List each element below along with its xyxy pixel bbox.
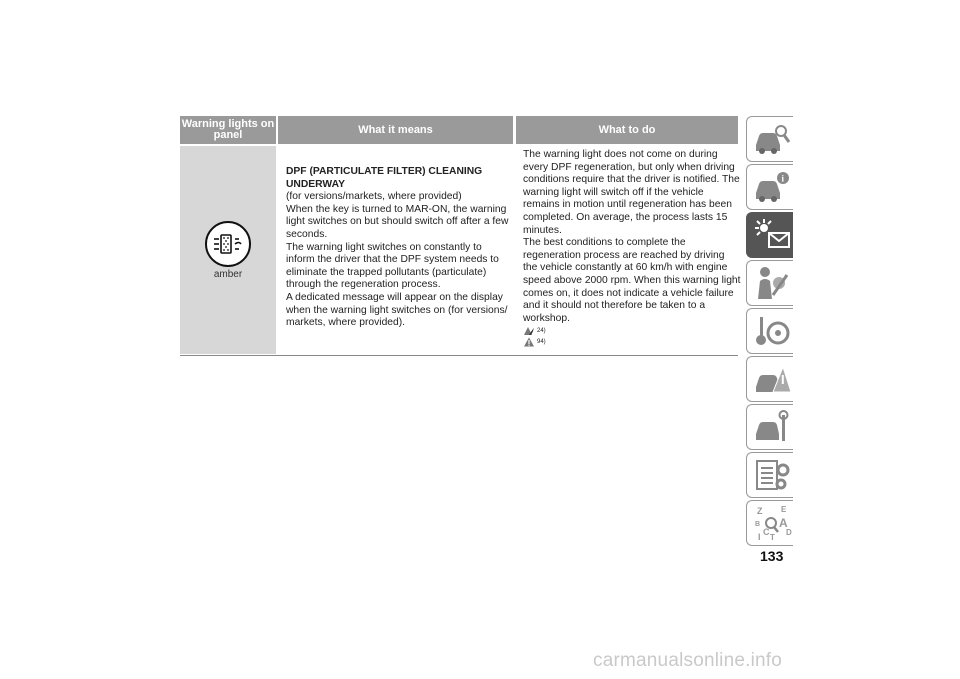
car-info-icon: [753, 169, 791, 205]
warning-light-color-label: amber: [213, 269, 243, 280]
meaning-line: (for versions/markets, where provided): [286, 191, 462, 203]
meaning-line: The warning light switches on constantly to inform the driver that the DPF system needs to eliminate the trapped pollutants (particulate) through the regeneration process.: [286, 241, 499, 291]
warning-light-cell: [180, 146, 276, 354]
reference-note-24[interactable]: [523, 326, 741, 336]
car-tools-icon: [753, 409, 791, 445]
side-tab-technical-data[interactable]: [746, 452, 793, 498]
reference-label: 24): [537, 328, 546, 335]
svg-text:A: A: [779, 516, 788, 530]
what-to-do-paragraph: The warning light does not come on during every DPF regeneration, but only when driving conditions require that the driver is notified. The warning light will switch off if the vehicle remains in motion until regeneration has been completed. On average, the process lasts 15 minutes.: [523, 149, 740, 236]
side-tab-emergency[interactable]: [746, 356, 793, 402]
svg-text:T: T: [770, 533, 775, 542]
side-tab-warning-lights[interactable]: [746, 212, 793, 258]
side-tab-starting-driving[interactable]: [746, 308, 793, 354]
key-steering-wheel-icon: [753, 313, 791, 349]
meaning-line: A dedicated message will appear on the display when the warning light switches on (for versions/ markets, where provided).: [286, 291, 508, 329]
svg-text:E: E: [781, 505, 787, 514]
environment-note-icon: [523, 326, 535, 336]
side-tab-servicing[interactable]: [746, 404, 793, 450]
watermark: carmanualsonline.info: [593, 650, 783, 671]
page-number: 133: [760, 548, 784, 564]
svg-text:I: I: [758, 532, 761, 542]
dpf-warning-icon: [205, 221, 251, 267]
header-what-to-do: What to do: [516, 116, 738, 144]
reference-label: 94): [537, 339, 546, 346]
specs-gear-icon: [753, 457, 791, 493]
side-tab-safety[interactable]: [746, 260, 793, 306]
svg-text:i: i: [781, 173, 785, 184]
warning-triangle-icon: [523, 337, 535, 347]
meaning-cell: [286, 166, 512, 330]
svg-text:B: B: [755, 521, 761, 528]
side-tab-car-search[interactable]: [746, 116, 793, 162]
reference-note-94[interactable]: [523, 337, 741, 347]
meaning-title: DPF (PARTICULATE FILTER) CLEANING UNDERWAY: [286, 166, 483, 190]
header-warning-lights: Warning lights on panel: [180, 116, 276, 144]
what-to-do-paragraph: The best conditions to complete the regeneration process are reached by driving the vehicle constantly at 60 km/h with engine speed above 2000 rpm. When this warning light comes on, it does not indicate a vehicle failure and it should not therefore be taken to a workshop.: [523, 237, 741, 324]
header-what-it-means: What it means: [278, 116, 513, 144]
what-to-do-cell: [523, 149, 741, 347]
car-search-icon: [753, 121, 791, 157]
alphabetical-index-icon: [753, 505, 791, 541]
warning-light-message-icon: [753, 217, 791, 253]
svg-text:Z: Z: [757, 506, 763, 516]
car-breakdown-icon: [753, 361, 791, 397]
seat-airbag-icon: [753, 265, 791, 301]
side-tab-car-info[interactable]: [746, 164, 793, 210]
meaning-line: When the key is turned to MAR-ON, the warning light switches on but should switch off after a few seconds.: [286, 203, 509, 240]
table-bottom-rule: [180, 355, 738, 356]
svg-text:D: D: [786, 528, 792, 537]
svg-text:C: C: [763, 527, 770, 537]
side-tab-index[interactable]: [746, 500, 793, 546]
